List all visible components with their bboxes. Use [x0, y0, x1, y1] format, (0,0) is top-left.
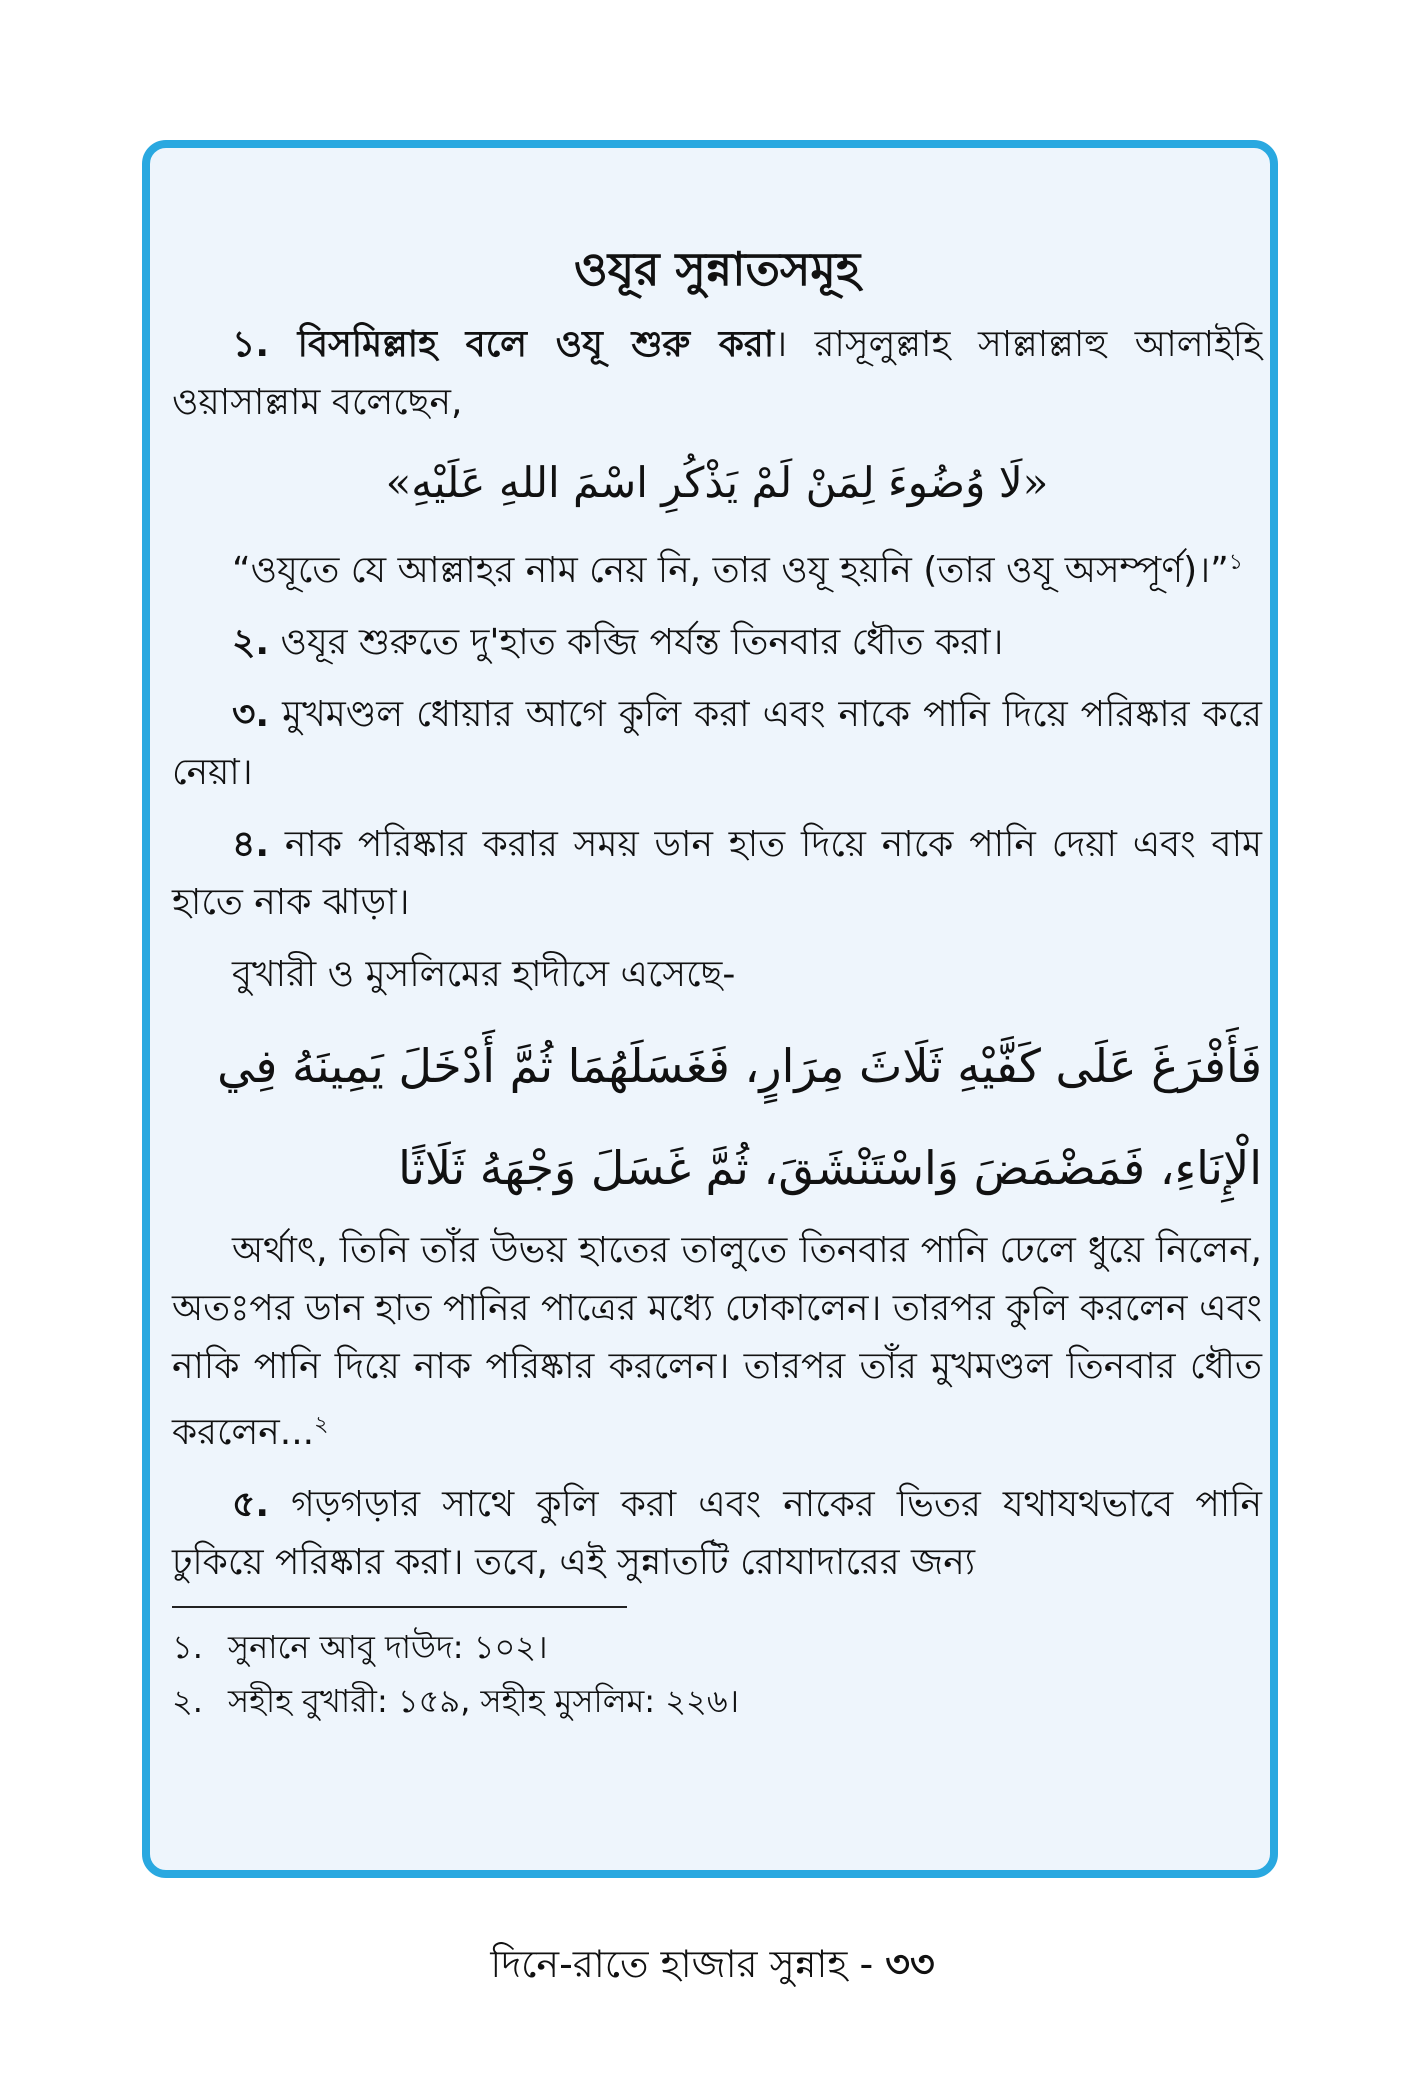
footnote-2-num: ২.: [172, 1681, 203, 1720]
paragraph-6: [172, 1222, 1262, 1462]
page-content: [172, 240, 1262, 1728]
paragraph-1-rest: । রাসূলুল্লাহ সাল্লাল্লাহু আলাইহি ওয়াসাল্লাম বলেছেন,: [172, 323, 1262, 423]
paragraph-2: [172, 614, 1262, 672]
arabic-hadith-2-line-1: فَأَفْرَغَ عَلَى كَفَّيْهِ ثَلَاثَ مِرَارٍ، فَغَسَلَهُمَا ثُمَّ أَدْخَلَ يَمِينَهُ فِي: [217, 1038, 1262, 1093]
footnote-1: [172, 1620, 1262, 1674]
paragraph-4: [172, 816, 1262, 932]
paragraph-4-num: ৪.: [232, 823, 270, 865]
paragraph-6-text: অর্থাৎ, তিনি তাঁর উভয় হাতের তালুতে তিনবার পানি ঢেলে ধুয়ে নিলেন, অতঃপর ডান হাত পানির পাত্রের মধ্যে ঢোকালেন। তারপর কুলি করলেন এবং নাকি পানি দিয়ে নাক পরিষ্কার করলেন। তারপর তাঁর মুখমণ্ডল তিনবার ধৌত করলেন...: [172, 1229, 1262, 1453]
footnote-1-num: ১.: [172, 1627, 203, 1666]
page-footer: [0, 1935, 1425, 1999]
paragraph-7-text: গড়গড়ার সাথে কুলি করা এবং নাকের ভিতর যথাযথভাবে পানি ঢুকিয়ে পরিষ্কার করা। তবে, এই সুন্নাতটি রোযাদারের জন্য: [172, 1483, 1262, 1583]
footnote-ref-1: ১: [1228, 549, 1244, 575]
paragraph-2-text: ওযূর শুরুতে দু'হাত কব্জি পর্যন্ত তিনবার ধৌত করা।: [269, 621, 1004, 663]
page-number: ৩৩: [885, 1942, 935, 1986]
footnote-divider: [172, 1606, 627, 1608]
arabic-hadith-2-line-2: الْإِنَاءِ، فَمَضْمَضَ وَاسْتَنْشَقَ، ثُمَّ غَسَلَ وَجْهَهُ ثَلَاثًا: [398, 1140, 1262, 1195]
paragraph-1: [172, 316, 1262, 432]
footer-book-title: দিনে-রাতে হাজার সুন্নাহ -: [490, 1942, 886, 1986]
paragraph-2-num: ২.: [232, 621, 270, 663]
paragraph-3: [172, 686, 1262, 802]
footnote-ref-2: ২: [314, 1411, 329, 1437]
paragraph-5: বুখারী ও মুসলিমের হাদীসে এসেছে-: [232, 953, 736, 995]
page-title: ওযূর সুন্নাতসমূহ: [573, 242, 861, 296]
paragraph-7: [172, 1476, 1262, 1592]
quote-text: “ওযূতে যে আল্লাহর নাম নেয় নি, তার ওযূ হয়নি (তার ওযূ অসম্পূর্ণ)।”: [232, 549, 1229, 591]
quote-translation: [172, 534, 1262, 600]
paragraph-4-text: নাক পরিষ্কার করার সময় ডান হাত দিয়ে নাকে পানি দেয়া এবং বাম হাতে নাক ঝাড়া।: [172, 823, 1262, 923]
paragraph-7-num: ৫.: [232, 1483, 270, 1525]
paragraph-3-text: মুখমণ্ডল ধোয়ার আগে কুলি করা এবং নাকে পানি দিয়ে পরিষ্কার করে নেয়া।: [172, 693, 1262, 793]
paragraph-3-num: ৩.: [232, 693, 270, 735]
arabic-hadith-1: «لَا وُضُوءَ لِمَنْ لَمْ يَذْكُرِ اسْمَ اللهِ عَلَيْهِ»: [385, 457, 1049, 507]
footnote-2-text: সহীহ বুখারী: ১৫৯, সহীহ মুসলিম: ২২৬।: [228, 1681, 740, 1720]
paragraph-1-lead: ১. বিসমিল্লাহ বলে ওযূ শুরু করা: [232, 323, 775, 365]
footnote-1-text: সুনানে আবু দাউদ: ১০২।: [228, 1627, 548, 1666]
footnote-2: [172, 1674, 1262, 1728]
